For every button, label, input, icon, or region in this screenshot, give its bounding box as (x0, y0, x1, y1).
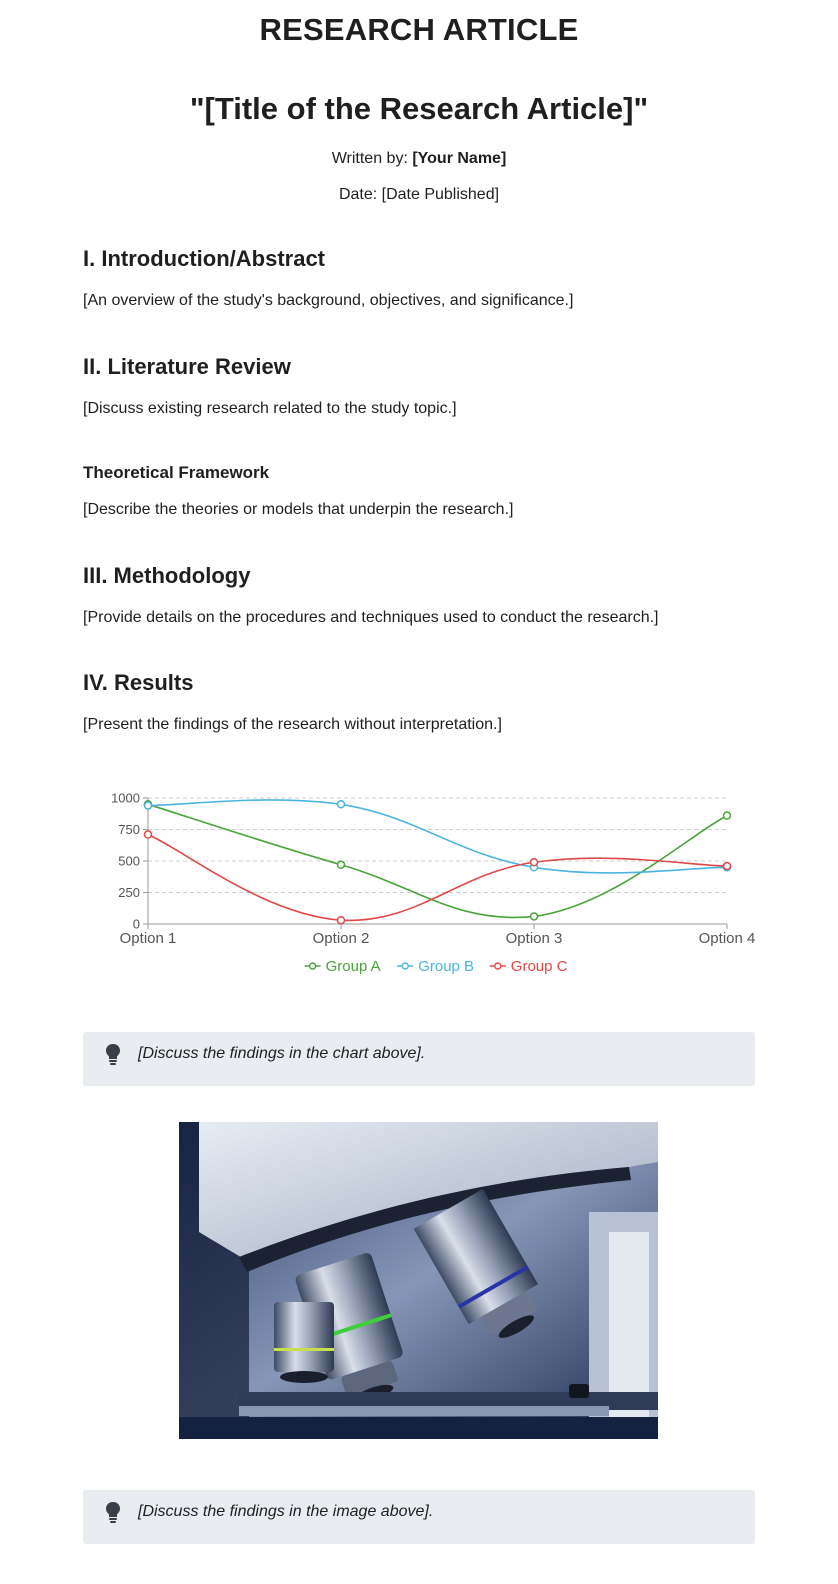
section-heading-methodology: III. Methodology (83, 563, 251, 588)
section-body-results: [Present the findings of the research without interpretation.] (83, 716, 502, 733)
chart-discussion-text: [Discuss the findings in the chart above]. (138, 1045, 426, 1062)
chart-discussion-callout (83, 1032, 755, 1086)
y-tick-label: 1000 (111, 790, 140, 806)
data-point-group-a (724, 812, 731, 819)
results-line-chart (100, 790, 760, 990)
subsection-body-theoretical-framework: [Describe the theories or models that underpin the research.] (83, 501, 514, 518)
data-point-group-a (531, 913, 538, 920)
section-heading-introduction: I. Introduction/Abstract (83, 246, 325, 271)
legend-marker-group-a (310, 963, 316, 969)
chart-series (145, 800, 731, 924)
image-discussion-text: [Discuss the findings in the image above]. (138, 1503, 434, 1520)
section-heading-literature-review: II. Literature Review (83, 354, 291, 379)
lightbulb-icon (103, 1500, 123, 1526)
legend-label-group-b: Group B (418, 958, 475, 975)
y-tick-label: 250 (118, 885, 140, 900)
data-point-group-c (145, 831, 152, 838)
y-tick-label: 0 (132, 916, 140, 932)
byline-prefix: Written by: (331, 150, 413, 167)
publish-date: Date: [Date Published] (338, 186, 500, 203)
article-title: "[Title of the Research Article]" (189, 91, 649, 126)
data-point-group-c (338, 917, 345, 924)
legend-label-group-a: Group A (325, 958, 381, 975)
section-body-introduction: [An overview of the study's background, objectives, and significance.] (83, 292, 574, 309)
data-point-group-a (338, 861, 345, 868)
legend-marker-group-b (402, 963, 408, 969)
x-tick-label: Option 2 (312, 930, 370, 947)
author-name: [Your Name] (412, 150, 507, 167)
data-point-group-c (531, 859, 538, 866)
microscope-illustration (179, 1122, 658, 1439)
data-point-group-b (338, 801, 345, 808)
section-body-methodology: [Provide details on the procedures and techniques used to conduct the research.] (83, 609, 659, 626)
series-line-group-b (148, 800, 727, 873)
byline (0, 150, 838, 168)
section-heading-results: IV. Results (83, 670, 194, 695)
section-body-literature-review: [Discuss existing research related to the study topic.] (83, 400, 457, 417)
microscope-photo (179, 1122, 658, 1439)
lightbulb-icon (103, 1042, 123, 1068)
x-tick-label: Option 4 (698, 930, 756, 947)
x-tick-label: Option 1 (119, 930, 177, 947)
x-tick-label: Option 3 (505, 930, 563, 947)
legend-marker-group-c (495, 963, 501, 969)
legend-label-group-c: Group C (510, 958, 568, 975)
series-line-group-c (148, 835, 727, 921)
data-point-group-b (145, 802, 152, 809)
chart-gridlines (148, 798, 727, 893)
data-point-group-c (724, 863, 731, 870)
chart-legend (305, 958, 568, 975)
subsection-heading-theoretical-framework: Theoretical Framework (83, 463, 270, 482)
y-tick-label: 750 (118, 822, 140, 837)
document-label: RESEARCH ARTICLE (259, 12, 579, 47)
y-tick-label: 500 (118, 853, 140, 869)
image-discussion-callout (83, 1490, 755, 1544)
